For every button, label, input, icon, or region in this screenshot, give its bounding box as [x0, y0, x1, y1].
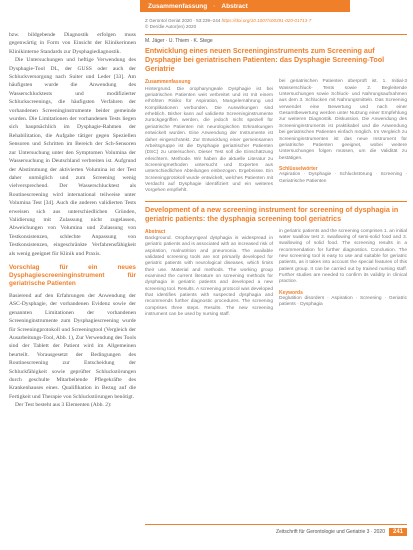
citation-block — [145, 18, 407, 30]
body-paragraph: Der Test besteht aus 3 Elementen (Abb. 2): — [15, 402, 112, 409]
page-footer — [145, 524, 407, 537]
article-title-english: Development of a new screening instrument for screening of dysphagia in geriatric patients: the dysphagia screening tool geriatrics — [145, 204, 399, 223]
keywords-label: Schlüsselwörter — [279, 165, 318, 172]
abstract-text: in geriatric patients and the screening comprises 1. an initial water swallow test 2. swallowing of semi-solid food and 3. swallowing of solid food. The screening results in a recommendation for further diagnostics. Conclusion. The new screening tool is easy to use and suitable for geriatric patients, as it takes into account the special features of this patient group. It can be carried out by trained nursing staff. Further studies are needed to confirm its validity in clinical practice. — [279, 228, 407, 285]
abstract-label: Abstract — [145, 228, 166, 235]
abstract-german — [145, 79, 407, 194]
abstract-english-col2 — [279, 229, 407, 319]
keywords-label: Keywords — [279, 289, 303, 296]
header-subsection: Abstract — [221, 2, 248, 10]
article-title-german: Entwicklung eines neuen Screeninginstruments zum Screening auf Dysphagie bei geriatrischen Patienten: das Dysphagie Screening-Tool Geriatrie — [145, 46, 385, 74]
abstract-english — [145, 229, 407, 319]
abstract-column — [145, 18, 407, 318]
keywords-text: Deglutition disorders · Aspiration · Screening · Geriatric patients · Dysphagia — [279, 296, 407, 308]
abstract-text: Hintergrund. Die oropharyngeale Dysphagie ist bei geriatrischen Patienten weit verbreitet und ist mit einem erhöhten Risiko für Aspiration, Mangelernährung und Komplikationen verbunden. Die Auswirkungen sind erheblich. Bisher kann auf validierte Screeninginstrumente zurückgegriffen werden, die jedoch nicht speziell für geriatrische Patienten mit neurologischen Erkrankungen entwickelt wurden. Eine Anwendung der Instrumente ist daher eingeschränkt. Zur Entwicklung einer gemeinsamen Arbeitsgruppe ist die Dysphagie geriatrischer Patienten (DSC) zu untersuchen. Dieser Test soll die Einschätzung erleichtern. Methode. Wir haben die aktuelle Literatur zu Screeningmethoden untersucht und Experten aus unterschiedlichen Abteilungen einbezogen. Ergebnisse. Ein Screeningprotokoll wurde entwickelt, welches Patienten mit Verdacht auf Dysphagie identifiziert und ein weiteres Vorgehen empfiehlt. — [145, 86, 273, 194]
abstract-label: Zusammenfassung — [145, 79, 191, 86]
citation-copyright: © Der/die Autor(en) 2020 — [145, 24, 197, 30]
divider — [145, 201, 407, 202]
body-paragraph: Basierend auf den Erfahrungen der Anwendung der ASC-Dysphagie, der vorhandenen Evidenz sowie der genannten Limitationen der vorhandenen Screeninginstrumente zum Dysphagiescreening wurde für Screeningprotokoll und Screeningtool (Vergleich der Ausarbeitungs-Tool, Abb. 1), Zur Verwendung des Tools sind der Tablett der Patient wird im Allgemeinen beurteilt. Vorausgesetzt der Bedingungen des Routinescreening zur Entscheidung der Schluckfähigkeit sowie geprüfter Schluckstörungen durch geschulte Mitarbeitende Pflegekräfte des Krankenhauses eines. Qualifikation in Bezug auf die Fertigkeit und Therapie von Schluckstörungen benötigt. — [9, 292, 136, 400]
abstract-german-col2 — [279, 79, 407, 194]
authors: M. Jäger · U. Thiem · K. Stege — [145, 38, 213, 45]
footer-journal: Zeitschrift für Gerontologie und Geriatrie 3 · 2020 — [276, 529, 385, 535]
keywords-text: Aspiration · Dysphagie · Schluckstörung · Screening · Geriatrische Patienten — [279, 172, 407, 184]
citation-journal: Z Gerontol Geriat 2020 · 53:239–244 — [145, 18, 221, 23]
body-paragraph: Die Untersuchungen und heftige Verwendung des Dysphagie-Tool DL, der GUSS oder auch der Schluckversorgung nach Suiter und Leder [33]. Am häufigsten wurde die Anwendung des Wasserschlucktests und modifizierter Schluckscreenings, die häufigsten Verfahren der vorhandenen Screeninginstrumente beider gemeinde wurden. Die Limitationen der vorhandenen Tests liegen sich hauptsächlich im Dysphagie-Rahmen der Rehabilitation, die Aufgabe tätiger gegen Speziellen Sensoren und Schritten im Bereich der Sch-Sensoren zur Untersuchung unter den Symptomen Volumina der Wassersuchung in Deutschland verbreiten ist. Aufgrund der Abstimmung der aktivierten Volumina ist der Test daher unmöglich und zum Screening wenig vielversprechend. Der Wasserschlucktest als Routinescreening wird international teilweise unter Volumina Test [34]. Auch die anderen validierten Tests erweisen sich aus unterschiedlichen Gründen, Validierung mit Zulassung nicht zugelassen, Abweichungen von Volumina und Zulassung von Testkonsistenzen, schlechte Anpassung von Testkonsistenzen, eingeschränkte Verfahrensfähigkeit als wenig geeignet für Klinik und Praxis. — [9, 57, 136, 257]
page-number: 241 — [389, 528, 407, 536]
section-heading: Vorschlag für ein neues Dysphagiescreeninginstrument für geriatrische Patienten — [9, 263, 136, 287]
divider — [145, 34, 407, 35]
abstract-german-col1 — [145, 79, 273, 194]
abstract-text: Background. Oropharyngeal dysphagia is widespread in geriatric patients and is associated with an increased risk of aspiration, malnutrition and pneumonia. The available validated screening tools are not primarily developed for geriatric patients with neurological diseases, which limits their use. Material and methods. The working group examined the current literature on screening methods for dysphagia in geriatric patients and developed a new screening tool. Results. A screening protocol was developed that identifies patients with suspected dysphagia and recommends further diagnostic procedures. The screening comprises three steps. Results. The new screening instrument can be used by nursing staff. — [145, 235, 273, 318]
left-text-column — [9, 31, 136, 536]
citation-doi-link[interactable]: https://doi.org/10.1007/s00391-020-01713-7 — [221, 18, 312, 23]
header-separator: · — [213, 2, 216, 10]
section-header-bar — [140, 0, 350, 12]
abstract-english-col1 — [145, 229, 273, 319]
abstract-text: bei geriatrischen Patienten überprüft ist. 1. Initial-3 Wasserschluck- Tests sowie 2. Begleitende Untersuchungen sowie Schluck- und Nahrungsaufnahmen aus dem 3. Schlucken mit Nahrungsmitteln. Das Screening verwendet eine Bewertung und nach einer Gesamtbewertung werden unter Nutzung einer Empfehlung zur weiteren Diagnostik. Diskussion. Die Anwendung des Screeninginstruments ist praktikabel und die Anwendung bei geriatrischen Patienten einfach möglich. Im Vergleich zu Screeninginstrumenten ist das neue Instrument für geriatrische Patienten geeignet, wobei weitere Untersuchungen folgen müssen, um die Validität zu bestätigen. — [279, 79, 407, 161]
body-paragraph: bzw. bildgebende Diagnostik erfolgen muss gegenwärtig in Form von Einsicht der Klinikerinnen Klinikinterne Standards zur Dysphagiediagnostik. — [9, 32, 136, 55]
header-section: Zusammenfassung — [148, 2, 208, 10]
